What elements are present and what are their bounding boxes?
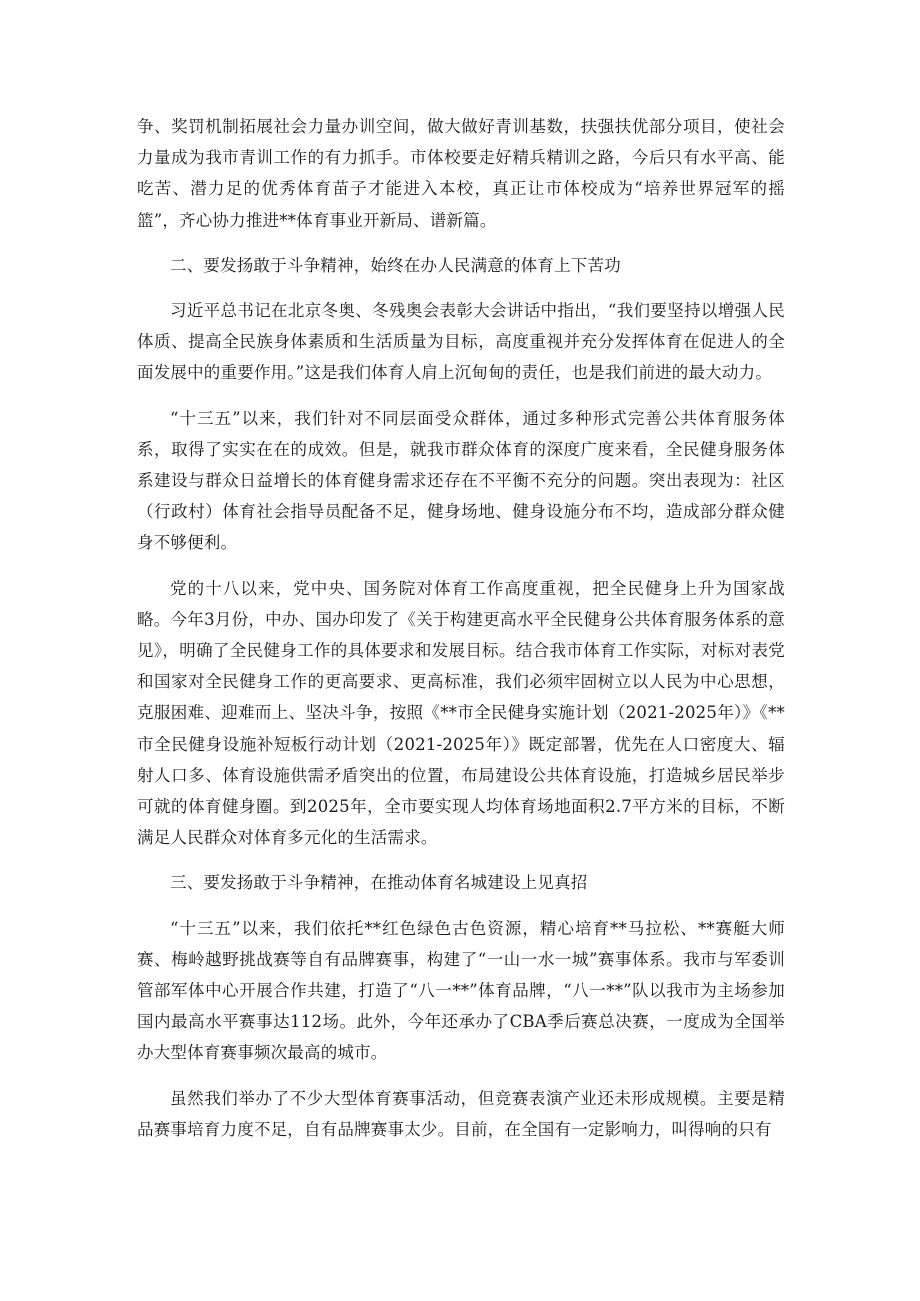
section-heading-three: 三、要发扬敢于斗争精神，在推动体育名城建设上见真招: [170, 873, 588, 893]
paragraph: “十三五”以来，我们依托**红色绿色古色资源，精心培育**马拉松、**赛艇大师赛、梅岭越野挑战赛等自有品牌赛事，构建了“一山一水一城”赛事体系。我市与军委训管部军体中心开展合作共建，打造了“八一**”体育品牌，“八一**”队以我市为主场参加国内最高水平赛事达112场。此外，今年还承办了CBA季后赛总决赛，一度成为全国举办大型体育赛事频次最高的城市。: [137, 918, 785, 1063]
document-body: [137, 111, 785, 1159]
paragraph: “十三五”以来，我们针对不同层面受众群体，通过多种形式完善公共体育服务体系，取得了实实在在的成效。但是，就我市群众体育的深度广度来看，全民健身服务体系建设与群众日益增长的体育健身需求还存在不平衡不充分的问题。突出表现为：社区（行政村）体育社会指导员配备不足，健身场地、健身设施分布不均，造成部分群众健身不够便利。: [137, 408, 785, 553]
paragraph-continuation: 争、奖罚机制拓展社会力量办训空间，做大做好青训基数，扶强扶优部分项目，使社会力量成为我市青训工作的有力抓手。市体校要走好精兵精训之路，今后只有水平高、能吃苦、潜力足的优秀体育苗子才能进入本校，真正让市体校成为“培养世界冠军的摇篮”，齐心协力推进**体育事业开新局、谱新篇。: [137, 117, 785, 230]
section-heading-two: 二、要发扬敢于斗争精神，始终在办人民满意的体育上下苦功: [170, 255, 621, 275]
paragraph: 党的十八以来，党中央、国务院对体育工作高度重视，把全民健身上升为国家战略。今年3月份，中办、国办印发了《关于构建更高水平全民健身公共体育服务体系的意见》，明确了全民健身工作的具体要求和发展目标。结合我市体育工作实际，对标对表党和国家对全民健身工作的更高要求、更高标准，我们必须牢固树立以人民为中心思想，克服困难、迎难而上、坚决斗争，按照《**市全民健身实施计划（2021-2025年）》《**市全民健身设施补短板行动计划（2021-2025年）》既定部署，优先在人口密度大、辐射人口多、体育设施供需矛盾突出的位置，布局建设公共体育设施，打造城乡居民举步可就的体育健身圈。到2025年，全市要实现人均体育场地面积2.7平方米的目标，不断满足人民群众对体育多元化的生活需求。: [137, 578, 785, 848]
paragraph: 习近平总书记在北京冬奥、冬残奥会表彰大会讲话中指出，“我们要坚持以增强人民体质、提高全民族身体素质和生活质量为目标，高度重视并充分发挥体育在促进人的全面发展中的重要作用。”这是我们体育人肩上沉甸甸的责任，也是我们前进的最大动力。: [137, 301, 785, 383]
paragraph: 虽然我们举办了不少大型体育赛事活动，但竞赛表演产业还未形成规模。主要是精品赛事培育力度不足，自有品牌赛事太少。目前，在全国有一定影响力，叫得响的只有: [137, 1088, 785, 1139]
